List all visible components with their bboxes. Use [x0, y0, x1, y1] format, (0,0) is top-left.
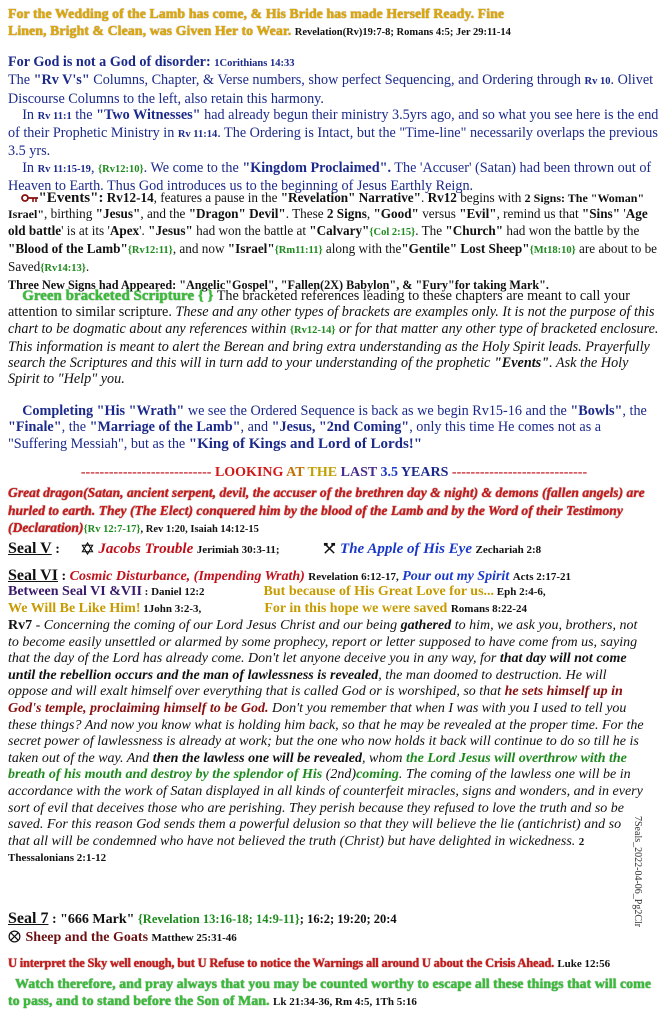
dragon-section [8, 484, 660, 539]
sky-warning-text: U interpret the Sky well enough, but U Refuse to notice the Warnings all around U about the Crisis Ahead. [8, 956, 555, 970]
star-of-david-icon [81, 542, 95, 556]
seal-5-row: Seal V : Jacobs Trouble Jerimiah 30:3-11; The Apple of His Eye Zechariah 2:8 [8, 540, 542, 557]
between-seals-label: Between Seal VI &VII [8, 584, 142, 599]
seal-6-label: Seal VI [8, 567, 58, 584]
like-him-label: We Will Be Like Him! [8, 601, 141, 616]
order-title: For God is not a God of disorder: [8, 54, 211, 70]
green-bracket-section: Green bracketed Scripture { } The bracketed references leading to these chapters are meant to call your attention to similar scripture. These and any other types of brackets are examples only. It is not the purpose of this chart to be dogmatic about any references within {Rv12-14} or for that matter any other type of bracketed enclosure. This information is meant to alert the Berean and bring extra understanding as the Holy Spirit leads. Prayerfully search the Scriptures and this will in turn add to your understanding of the prophetic "Events". Ask the Holy Spirit to "Help" you. [8, 288, 659, 388]
dragon-text: Great dragon(Satan, ancient serpent, devil, the accuser of the brethren day & night) & demons (fallen angels) are hurled to earth. They (The Elect) conquered him by the blood of the Lamb and by the Word of their Testimony (Declaration) [8, 485, 645, 535]
heading-line2: Linen, Bright & Clean, was Given Her to Wear. [8, 24, 292, 39]
wrath-section: Completing "His "Wrath" we see the Ordered Sequence is back as we begin Rv15-16 and the "Bowls", the "Finale", the "Marriage of the Lamb", and "Jesus, "2nd Coming", only this time He comes not as a "Suffering Messiah", but as the "King of Kings and Lord of Lords!" [8, 403, 647, 452]
heading-ref: Revelation(Rv)19:7-8; Romans 4:5; Jer 29:11-14 [294, 27, 511, 38]
wedding-heading [8, 6, 660, 41]
cosmic-disturbance: Cosmic Disturbance, (Impending Wrath) [69, 569, 305, 584]
like-him-row: We Will Be Like Him! 1John 3:2-3, For in this hope we were saved Romans 8:22-24 [8, 601, 527, 616]
seal-6-row: Seal VI : Cosmic Disturbance, (Impending Wrath) Revelation 6:12-17, Pour out my Spirit Acts 2:17-21 [8, 567, 572, 584]
hammer-pick-icon [323, 542, 337, 556]
this-hope: For in this hope we were saved [264, 601, 448, 616]
heading-line1: For the Wedding of the Lamb has come, & His Bride has made Herself Ready. Fine [8, 7, 505, 22]
last-years-banner: ---------------------------- LOOKING AT THE LAST 3.5 YEARS ----------------------------- [80, 465, 588, 480]
order-paragraph-2: In Rv 11:1 the "Two Witnesses" had already begun their ministry 3.5yrs ago, and so what you see here is the end of their Prophetic Ministry in Rv 11:14. The Ordering is Intact, but the "Time-line" necessarily overlaps the previous 3.5 yrs. [8, 106, 659, 160]
rv7-passage: Rv7 - Concerning the coming of our Lord Jesus Christ and our being gathered to him, we ask you, brothers, not to become easily unsettled or alarmed by some prophecy, report or letter supposed to have come from us, saying that the day of the Lord has already come. Don't let anyone deceive you in any way, for that day will not come until the rebellion occurs and the man of lawlessness is revealed, the man doomed to destruction. He will oppose and will exalt himself over everything that is called God or is worshiped, so that he sets himself up in God's temple, proclaiming himself to be God. Don't you remember that when I was with you I used to tell you these things? And now you know what is holding him back, so that he may be revealed at the proper time. For the secret power of lawlessness is already at work; but the one who now holds it back will continue to do so till he is taken out of the way. And then the lawless one will be revealed, whom the Lord Jesus will overthrow with the breath of his mouth and destroy by the splendor of His (2nd)coming. The coming of the lawless one will be in accordance with the work of Satan displayed in all kinds of counterfeit miracles, signs and wonders, and in every sort of evil that deceives those who are perishing. They perish because they refused to love the truth and so be saved. For this reason God sends them a powerful delusion so that they will believe the lie (antichrist) and so that all will be condemned who have not believed the truth (Christ) but have delighted in wickedness. 2 Thessalonians 2:1-12 [8, 618, 644, 865]
dragon-ref-2: , Rev 1:20, Isaiah 14:12-15 [140, 524, 259, 535]
key-icon [21, 192, 35, 206]
order-paragraph-1: The "Rv V's" Columns, Chapter, & Verse numbers, show perfect Sequencing, and Ordering through Rv 10. Olivet Discourse Columns to the left, also retain this harmony. [8, 72, 654, 107]
between-seals-row: Between Seal VI &VII : Daniel 12:2 But because of His Great Love for us... Eph 2:4-6, [8, 584, 546, 599]
jacobs-trouble: Jacobs Trouble [98, 541, 194, 557]
seal-7-label: Seal 7 [8, 910, 49, 927]
sheep-goats-label: Sheep and the Goats [25, 930, 149, 945]
watch-ref: Lk 21:34-36, Rm 4:5, 1Th 5:16 [273, 996, 417, 1008]
three-signs: Three New Signs had Appeared: "Angelic"Gospel", "Fallen(2X) Babylon", & "Fury"for taking Mark". [8, 278, 549, 293]
seal-5-label: Seal V [8, 540, 52, 557]
events-section: "Events": Rv12-14, features a pause in the "Revelation" Narrative". Rv12 begins with 2 Signs: The "Woman" Israel", birthing "Jesus", and the "Dragon" Devil". These 2 Signs, "Good" versus "Evil", remind us that "Sins" 'Age old battle' is at its 'Apex'. "Jesus" had won the battle at "Calvary"{Col 2:15}. The "Church" had won the battle by the "Blood of the Lamb"{Rv12:11}, and now "Israel"{Rm11:11} along with the"Gentile" Lost Sheep"{Mt18:10} are about to be Saved{Rv14:13}. Three New Signs had Appeared: "Angelic"Gospel", "Fallen(2X) Babylon", & "Fury"for taking Mark". [8, 190, 660, 294]
green-bracket-title: Green bracketed Scripture { } [22, 288, 214, 304]
watch-text: Watch therefore, and pray always that you may be counted worthy to escape all these things that will come to pass, and to stand before the Son of Man. [8, 977, 652, 1009]
sky-warning-row: U interpret the Sky well enough, but U Refuse to notice the Warnings all around U about the Crisis Ahead. Luke 12:56 [8, 956, 611, 970]
great-love: But because of His Great Love for us... [263, 584, 495, 599]
order-title-ref: 1Corithians 14:33 [214, 58, 295, 69]
order-section [8, 54, 660, 194]
circled-x-icon [8, 930, 22, 944]
order-paragraph-3: In Rv 11:15-19, {Rv12:10}. We come to the "Kingdom Proclaimed". The 'Accuser' (Satan) had been thrown out of Heaven to Earth. Thus God introduces us to the beginning of Jesus Earthly Reign. [8, 159, 652, 195]
seal-7-row: Seal 7 : "666 Mark" {Revelation 13:16-18; 14:9-11}; 16:2; 19:20; 20:4 [8, 910, 397, 927]
watch-section [8, 976, 660, 1011]
dragon-ref-1: {Rv 12:7-17} [83, 524, 141, 535]
sheep-goats-row: Sheep and the Goats Matthew 25:31-46 [8, 930, 660, 946]
apple-of-his-eye: The Apple of His Eye [340, 541, 472, 557]
pour-out-spirit: Pour out my Spirit [402, 569, 510, 584]
file-label: 7Seals_2022-04-06_Pg2Clr [632, 816, 643, 928]
